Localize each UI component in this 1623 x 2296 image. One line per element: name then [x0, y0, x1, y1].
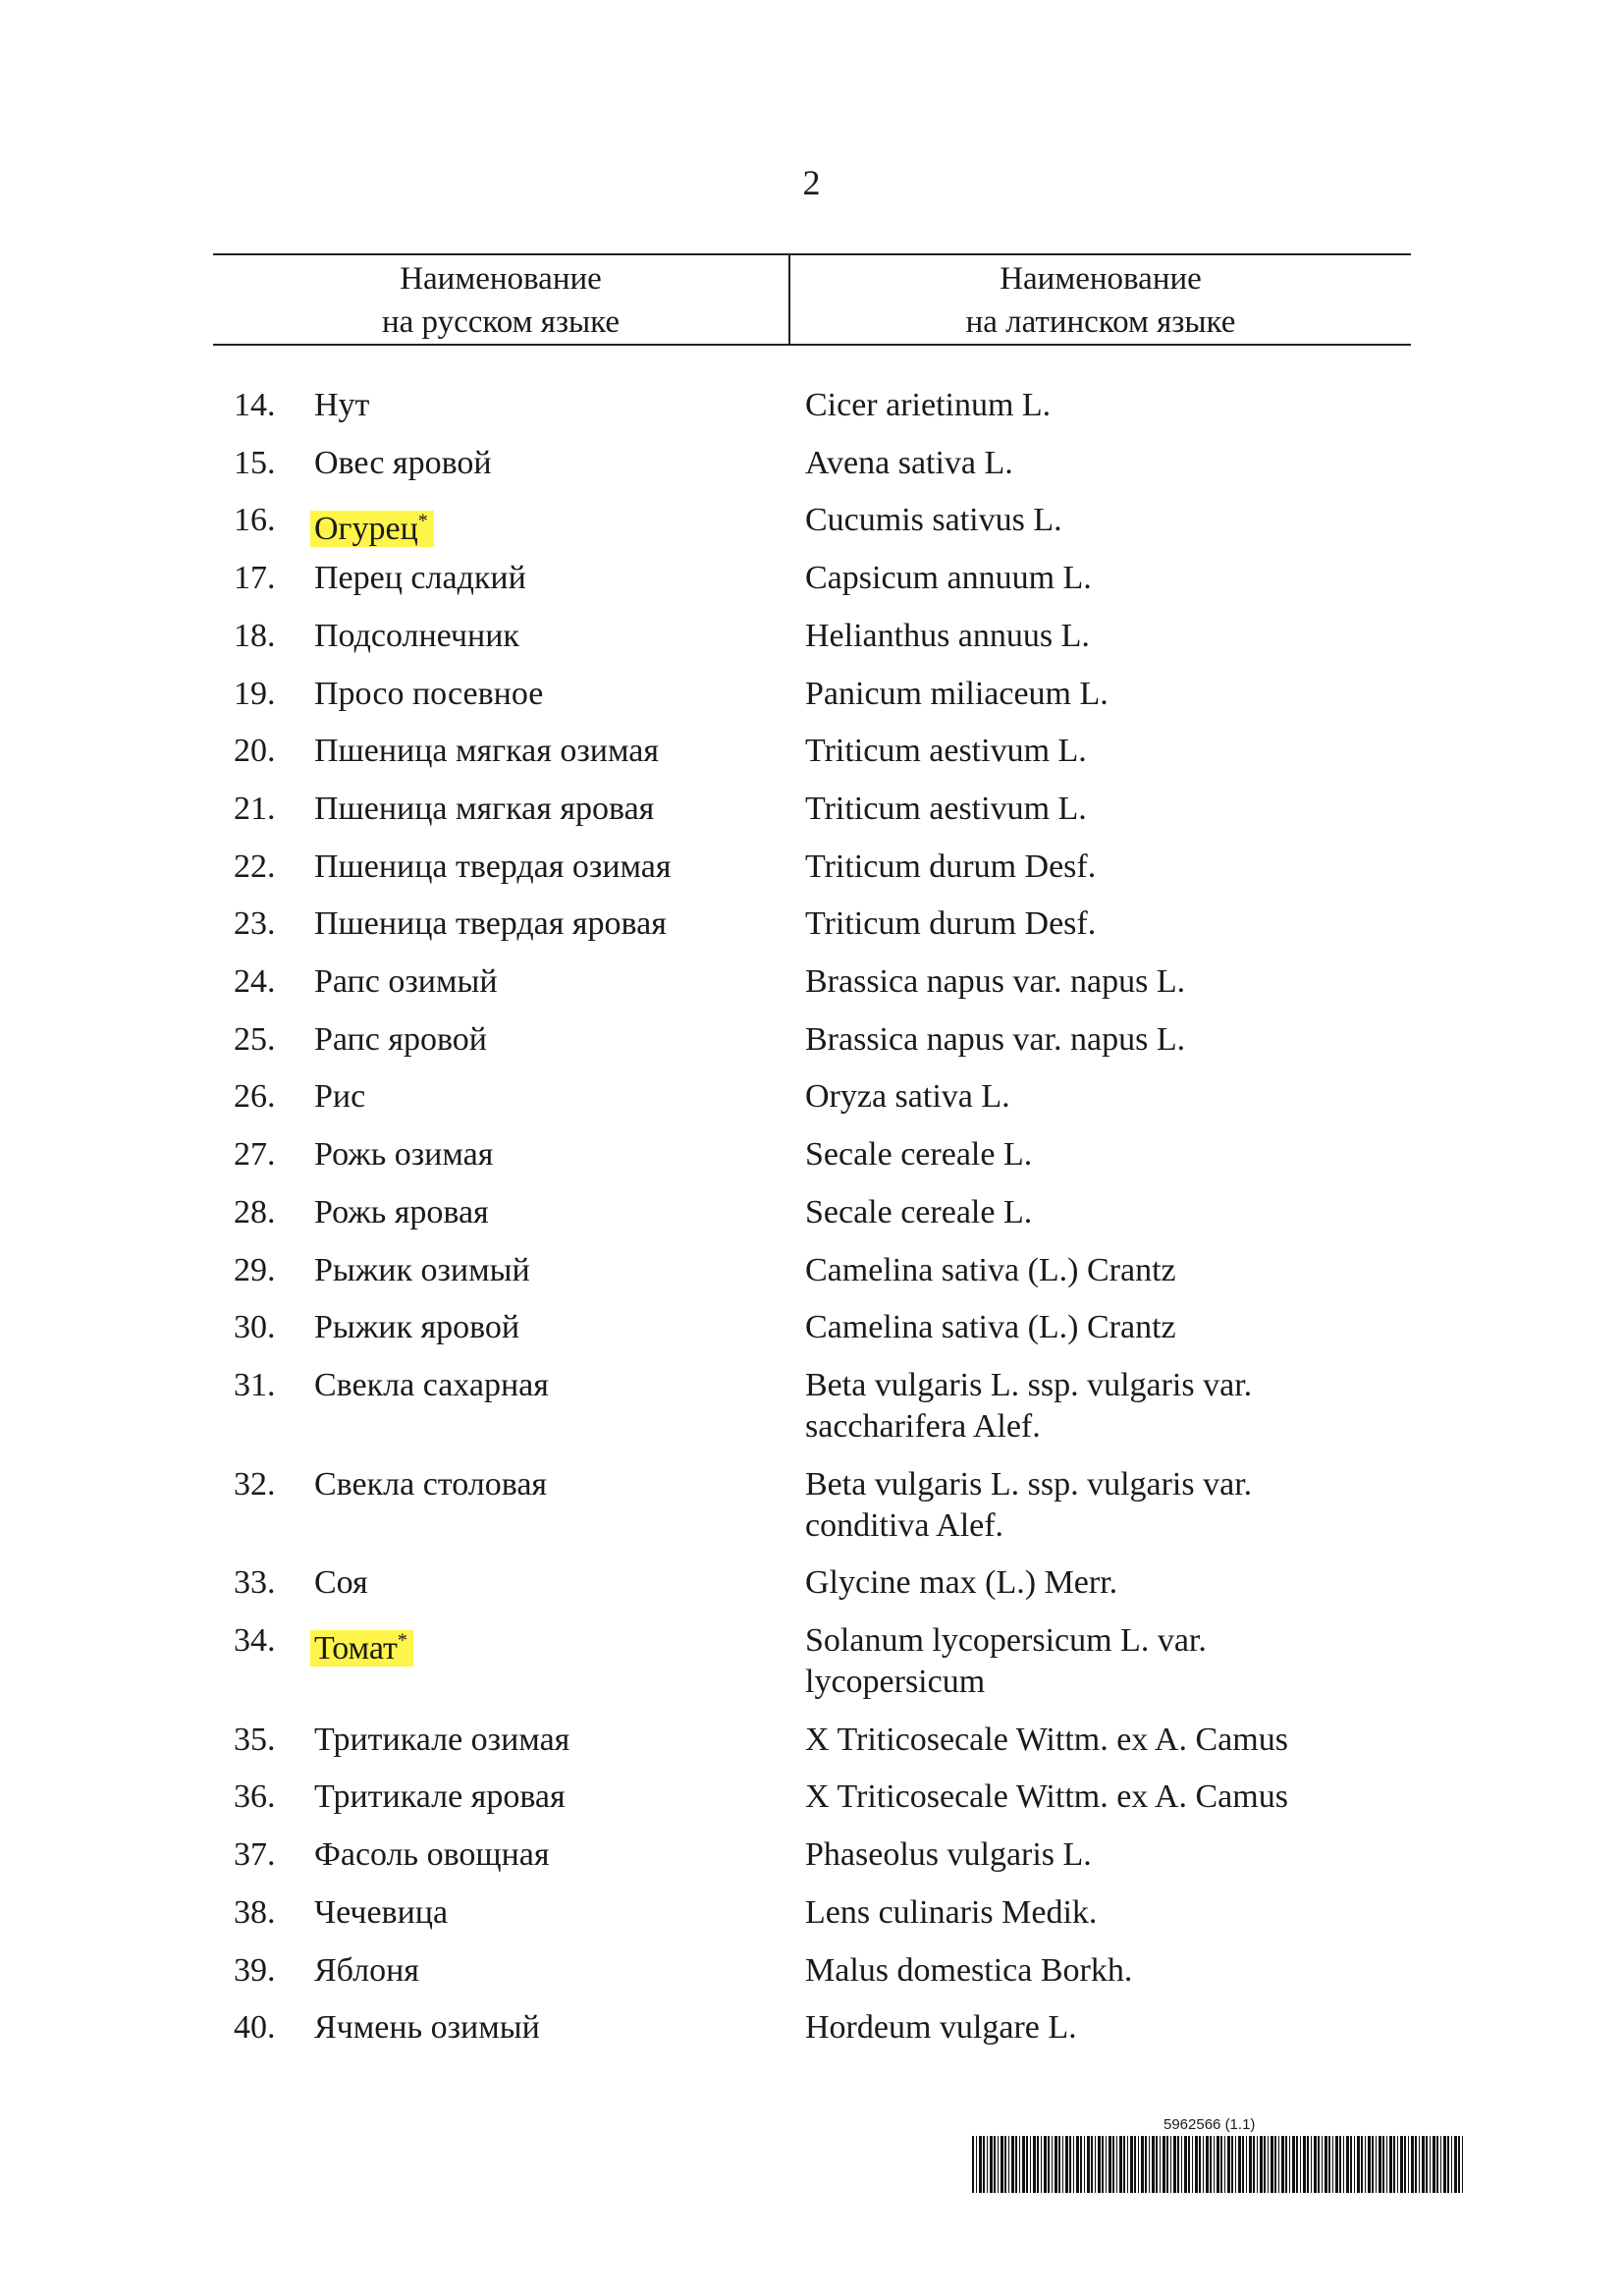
- latin-name: [805, 500, 1355, 541]
- russian-name: Пшеница твердая озимая: [314, 847, 672, 885]
- russian-name: Овес яровой: [314, 444, 492, 481]
- latin-name-line1: Phaseolus vulgaris L.: [805, 1836, 1092, 1874]
- latin-name-line1: Triticum aestivum L.: [805, 790, 1087, 827]
- header-ru-line1: Наименование: [400, 261, 602, 297]
- latin-name-line1: Beta vulgaris L. ssp. vulgaris var.: [805, 1366, 1253, 1403]
- row-number: 16.: [234, 502, 276, 539]
- latin-name: [805, 558, 1355, 599]
- latin-name-line1: Triticum aestivum L.: [805, 733, 1087, 770]
- latin-name-line1: Cucumis sativus L.: [805, 502, 1062, 539]
- row-number: 31.: [234, 1366, 276, 1403]
- latin-name-line1: X Triticosecale Wittm. ex A. Camus: [805, 1778, 1288, 1816]
- latin-name-line1: Solanum lycopersicum L. var.: [805, 1622, 1207, 1659]
- russian-name: Тритикале яровая: [314, 1778, 566, 1816]
- header-russian-name: [213, 255, 790, 344]
- latin-name: [805, 1250, 1355, 1291]
- latin-name: [805, 674, 1355, 715]
- row-number: 26.: [234, 1078, 276, 1116]
- row-number: 15.: [234, 444, 276, 481]
- russian-name: [314, 1620, 413, 1669]
- latin-name-line1: Brassica napus var. napus L.: [805, 1020, 1186, 1058]
- row-number: 25.: [234, 1020, 276, 1058]
- russian-name: Тритикале озимая: [314, 1721, 570, 1758]
- row-number: 22.: [234, 847, 276, 885]
- header-la-line2: на латинском языке: [965, 304, 1236, 340]
- latin-name: [805, 1834, 1355, 1876]
- row-number: 14.: [234, 387, 276, 423]
- latin-name-line1: Glycine max (L.) Merr.: [805, 1564, 1118, 1602]
- latin-name: [805, 1464, 1355, 1547]
- latin-name: [805, 847, 1355, 888]
- footnote-asterisk: *: [397, 1630, 407, 1652]
- russian-name: Подсолнечник: [314, 617, 519, 654]
- row-number: 28.: [234, 1193, 276, 1230]
- russian-name: Соя: [314, 1564, 368, 1602]
- latin-name: [805, 1777, 1355, 1818]
- latin-name-line2: conditiva Alef.: [805, 1506, 1004, 1544]
- latin-name-line1: Malus domestica Borkh.: [805, 1951, 1133, 1989]
- highlighted-name: [310, 511, 434, 547]
- row-number: 23.: [234, 905, 276, 943]
- russian-name: Рыжик яровой: [314, 1309, 520, 1346]
- header-la-line1: Наименование: [1000, 261, 1202, 297]
- row-number: 17.: [234, 560, 276, 597]
- highlighted-name: [310, 1630, 413, 1667]
- row-number: 29.: [234, 1251, 276, 1288]
- page-number: 2: [802, 163, 821, 202]
- latin-name: [805, 1950, 1355, 1992]
- latin-name-line1: Triticum durum Desf.: [805, 847, 1097, 885]
- russian-name: Ячмень озимый: [314, 2009, 540, 2047]
- latin-name: [805, 1192, 1355, 1233]
- latin-name-line1: Triticum durum Desf.: [805, 905, 1097, 943]
- latin-name-line2: lycopersicum: [805, 1664, 986, 1700]
- row-number: 36.: [234, 1778, 276, 1816]
- russian-name: Просо посевное: [314, 675, 544, 712]
- russian-name: Яблоня: [314, 1951, 419, 1989]
- latin-name: [805, 731, 1355, 772]
- latin-name-line1: Avena sativa L.: [805, 444, 1013, 481]
- russian-name: Рожь озимая: [314, 1136, 494, 1174]
- latin-name-line1: Camelina sativa (L.) Crantz: [805, 1309, 1176, 1346]
- russian-name: Перец сладкий: [314, 560, 526, 597]
- row-number: 19.: [234, 675, 276, 712]
- row-number: 35.: [234, 1721, 276, 1758]
- row-number: 30.: [234, 1309, 276, 1346]
- latin-name: [805, 1134, 1355, 1175]
- header-latin-name: [790, 255, 1411, 344]
- russian-name: Пшеница твердая яровая: [314, 905, 667, 943]
- latin-name: [805, 961, 1355, 1003]
- russian-name: Рожь яровая: [314, 1193, 489, 1230]
- russian-name: Пшеница мягкая озимая: [314, 733, 659, 770]
- row-number: 18.: [234, 617, 276, 654]
- latin-name: [805, 1365, 1355, 1448]
- row-number: 37.: [234, 1836, 276, 1874]
- latin-name-line1: Cicer arietinum L.: [805, 387, 1052, 423]
- latin-name-line1: Panicum miliaceum L.: [805, 675, 1109, 712]
- latin-name: [805, 1892, 1355, 1934]
- russian-name: Свекла сахарная: [314, 1366, 549, 1403]
- latin-name-line1: Camelina sativa (L.) Crantz: [805, 1251, 1176, 1288]
- row-number: 32.: [234, 1465, 276, 1503]
- russian-name-text: Томат: [314, 1630, 398, 1667]
- row-number: 33.: [234, 1564, 276, 1602]
- row-number: 20.: [234, 733, 276, 770]
- latin-name-line1: Beta vulgaris L. ssp. vulgaris var.: [805, 1465, 1253, 1503]
- row-number: 38.: [234, 1893, 276, 1931]
- latin-name: [805, 616, 1355, 657]
- row-number: 21.: [234, 790, 276, 827]
- russian-name: [314, 500, 434, 549]
- row-number: 40.: [234, 2009, 276, 2047]
- barcode: [972, 2116, 1463, 2195]
- latin-name: [805, 1019, 1355, 1061]
- latin-name: [805, 1720, 1355, 1761]
- latin-name: [805, 1307, 1355, 1348]
- latin-name-line1: Helianthus annuus L.: [805, 617, 1090, 654]
- latin-name: [805, 2007, 1355, 2049]
- latin-name-line1: Hordeum vulgare L.: [805, 2009, 1077, 2047]
- russian-name-text: Огурец: [314, 510, 418, 547]
- row-number: 34.: [234, 1622, 276, 1659]
- row-number: 27.: [234, 1136, 276, 1174]
- header-ru-line2: на русском языке: [381, 304, 621, 340]
- latin-name: [805, 1076, 1355, 1118]
- russian-name: Чечевица: [314, 1893, 449, 1931]
- russian-name: Нут: [314, 387, 370, 423]
- latin-name-line1: Secale cereale L.: [805, 1136, 1033, 1174]
- footnote-asterisk: *: [417, 510, 428, 532]
- latin-name: [805, 789, 1355, 830]
- russian-name: Рыжик озимый: [314, 1251, 530, 1288]
- latin-name-line1: X Triticosecale Wittm. ex A. Camus: [805, 1721, 1288, 1758]
- russian-name: Пшеница мягкая яровая: [314, 790, 655, 827]
- row-number: 39.: [234, 1951, 276, 1989]
- barcode-label: 5962566 (1.1): [1163, 2116, 1256, 2133]
- latin-name-line1: Oryza sativa L.: [805, 1078, 1010, 1116]
- latin-name-line1: Lens culinaris Medik.: [805, 1893, 1098, 1931]
- latin-name: [805, 385, 1355, 426]
- latin-name-line1: Secale cereale L.: [805, 1193, 1033, 1230]
- latin-name: [805, 443, 1355, 484]
- russian-name: Свекла столовая: [314, 1465, 548, 1503]
- table-header: [213, 253, 1411, 346]
- russian-name: Рапс яровой: [314, 1020, 487, 1058]
- russian-name: Рис: [314, 1078, 366, 1116]
- latin-name: [805, 1620, 1355, 1703]
- barcode-bars: [972, 2136, 1463, 2193]
- russian-name: Фасоль овощная: [314, 1836, 550, 1874]
- latin-name-line1: Brassica napus var. napus L.: [805, 963, 1186, 1000]
- latin-name: [805, 903, 1355, 945]
- latin-name-line1: Capsicum annuum L.: [805, 560, 1092, 597]
- russian-name: Рапс озимый: [314, 963, 498, 1000]
- row-number: 24.: [234, 963, 276, 1000]
- latin-name-line2: saccharifera Alef.: [805, 1407, 1041, 1445]
- latin-name: [805, 1562, 1355, 1604]
